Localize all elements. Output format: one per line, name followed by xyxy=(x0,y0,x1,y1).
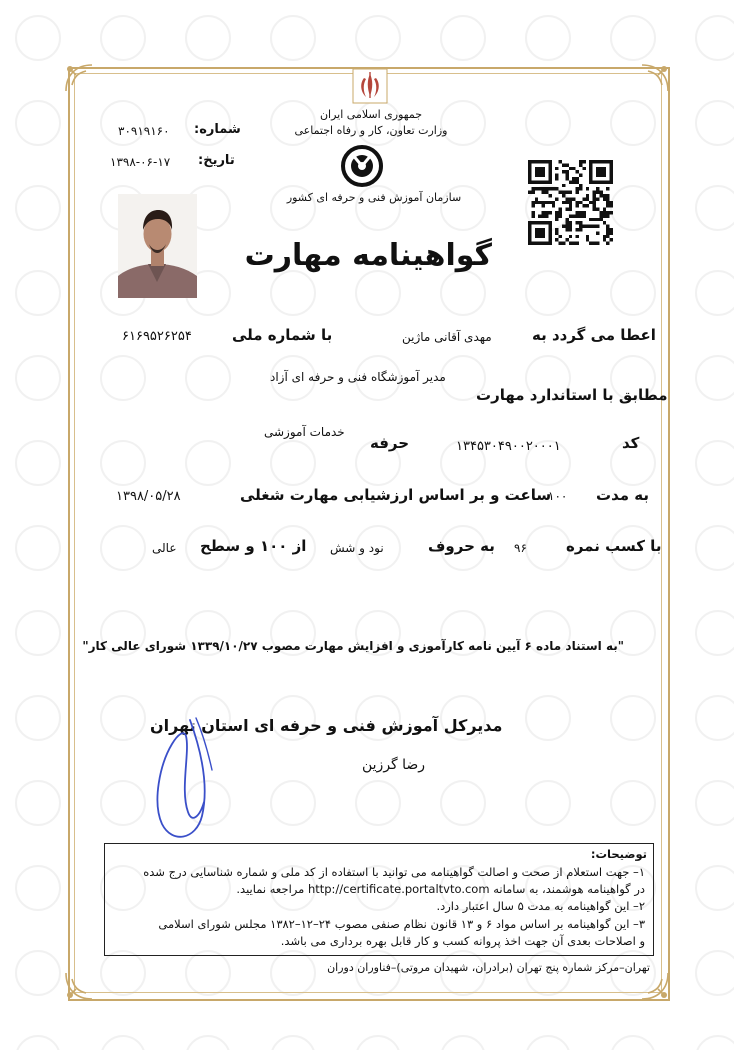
corner-ornament-bottom-left xyxy=(62,969,96,1003)
national-id-label: با شماره ملی xyxy=(232,326,333,344)
qr-module xyxy=(531,214,534,217)
qr-module xyxy=(579,201,582,204)
watermark-mark xyxy=(611,16,655,60)
qr-module xyxy=(593,204,596,207)
watermark-mark xyxy=(696,611,734,655)
qr-module xyxy=(589,225,592,228)
watermark-mark xyxy=(611,1036,655,1050)
qr-module xyxy=(562,242,565,245)
watermark-mark xyxy=(696,271,734,315)
watermark-mark xyxy=(356,16,400,60)
watermark-mark xyxy=(696,526,734,570)
qr-module xyxy=(569,235,572,238)
qr-module xyxy=(582,167,585,170)
qr-module xyxy=(579,184,582,187)
qr-module xyxy=(538,187,541,190)
national-id-value: ۶۱۶۹۵۲۶۲۵۴ xyxy=(122,329,192,344)
watermark-mark xyxy=(186,16,230,60)
qr-module xyxy=(565,163,568,166)
standard-value: مدیر آموزشگاه فنی و حرفه ای آزاد xyxy=(270,370,446,384)
country-name: جمهوری اسلامی ایران xyxy=(319,108,423,121)
qr-module xyxy=(579,174,582,177)
signatory-name: رضا گرزین xyxy=(362,757,426,773)
watermark-mark xyxy=(696,186,734,230)
qr-module xyxy=(528,191,531,194)
qr-module xyxy=(576,187,579,190)
certificate-title: گواهینامه مهارت xyxy=(244,238,492,273)
qr-module xyxy=(572,180,575,183)
qr-module xyxy=(596,187,599,190)
watermark-mark xyxy=(16,101,60,145)
watermark-mark xyxy=(696,441,734,485)
qr-module xyxy=(531,204,534,207)
qr-module xyxy=(555,211,558,214)
qr-module xyxy=(606,225,609,228)
qr-module xyxy=(610,211,613,214)
watermark-mark xyxy=(271,16,315,60)
qr-module xyxy=(555,197,558,200)
qr-module xyxy=(596,197,599,200)
qr-module xyxy=(576,235,579,238)
qr-module xyxy=(559,211,562,214)
note-line-5: و اصلاحات بعدی آن جهت اخذ پروانه کسب و کار قابل بهره برداری می باشد. xyxy=(280,934,645,948)
qr-module xyxy=(545,191,548,194)
code-label: کد xyxy=(622,434,640,452)
qr-module xyxy=(596,225,599,228)
certificate-number-value: ۳۰۹۱۹۱۶۰ xyxy=(118,124,170,138)
qr-module xyxy=(579,228,582,231)
qr-module xyxy=(576,211,579,214)
watermark-mark xyxy=(696,16,734,60)
watermark-mark xyxy=(16,866,60,910)
organization-name: سازمان آموزش فنی و حرفه ای کشور xyxy=(286,191,462,204)
note-line-2: در گواهینامه هوشمند، به سامانه http://certificate.portaltvto.com مراجعه نمایید. xyxy=(236,882,645,896)
qr-module xyxy=(562,163,565,166)
note-line-4: ۳– این گواهینامه بر اساس مواد ۶ و ۱۳ قانون نظام صنفی مصوب ۲۴–۱۲–۱۳۸۲ مجلس شورای اسلامی xyxy=(158,917,645,931)
qr-module xyxy=(565,225,568,228)
qr-module xyxy=(610,228,613,231)
qr-module xyxy=(531,211,534,214)
qr-module xyxy=(552,204,555,207)
qr-module xyxy=(606,235,609,238)
qr-module xyxy=(579,211,582,214)
signature-mark xyxy=(138,712,228,852)
qr-module xyxy=(610,201,613,204)
qr-module xyxy=(576,180,579,183)
qr-module xyxy=(569,214,572,217)
watermark-mark xyxy=(16,526,60,570)
qr-module xyxy=(593,208,596,211)
qr-finder-block xyxy=(535,228,545,238)
qr-code-icon[interactable] xyxy=(528,160,613,245)
duration-value: ۱۰۰ xyxy=(548,489,568,503)
watermark-mark xyxy=(356,1036,400,1050)
qr-module xyxy=(579,214,582,217)
qr-module xyxy=(606,214,609,217)
qr-module xyxy=(603,221,606,224)
qr-module xyxy=(586,197,589,200)
footer-address: تهران–مرکز شماره پنج تهران (برادران، شهیدان مروتی)–فناوران دوران xyxy=(327,961,650,974)
qr-module xyxy=(548,194,551,197)
qr-module xyxy=(582,211,585,214)
issue-date-label: تاریخ: xyxy=(198,153,235,168)
holder-photo xyxy=(118,194,197,298)
hours-assessment-label: ساعت و بر اساس ارزشیابی مهارت شغلی xyxy=(240,486,552,504)
qr-module xyxy=(579,163,582,166)
qr-module xyxy=(569,208,572,211)
qr-module xyxy=(559,242,562,245)
qr-module xyxy=(599,191,602,194)
qr-module xyxy=(552,187,555,190)
qr-module xyxy=(542,211,545,214)
qr-module xyxy=(562,225,565,228)
assessment-date: ۱۳۹۸/۰۵/۲۸ xyxy=(116,489,181,504)
granted-to-label: اعطا می گردد به xyxy=(532,326,656,344)
qr-module xyxy=(548,201,551,204)
qr-module xyxy=(569,242,572,245)
qr-module xyxy=(576,177,579,180)
qr-module xyxy=(542,204,545,207)
qr-module xyxy=(569,204,572,207)
qr-module xyxy=(542,187,545,190)
score-label: با کسب نمره xyxy=(566,537,662,555)
qr-module xyxy=(603,235,606,238)
qr-module xyxy=(606,204,609,207)
certificate-number-label: شماره: xyxy=(194,122,241,137)
qr-module xyxy=(555,231,558,234)
qr-module xyxy=(555,187,558,190)
qr-module xyxy=(603,208,606,211)
qr-module xyxy=(542,201,545,204)
qr-module xyxy=(586,238,589,241)
qr-module xyxy=(572,167,575,170)
qr-module xyxy=(576,204,579,207)
qr-module xyxy=(555,218,558,221)
note-line-3: ۲– این گواهینامه به مدت ۵ سال اعتبار دارد. xyxy=(436,899,645,913)
qr-module xyxy=(603,238,606,241)
watermark-mark xyxy=(16,781,60,825)
qr-module xyxy=(593,225,596,228)
qr-module xyxy=(569,197,572,200)
watermark-mark xyxy=(186,1036,230,1050)
qr-module xyxy=(555,174,558,177)
watermark-mark xyxy=(441,1036,485,1050)
qr-module xyxy=(589,218,592,221)
qr-module xyxy=(572,197,575,200)
qr-module xyxy=(555,177,558,180)
qr-module xyxy=(569,180,572,183)
qr-module xyxy=(565,177,568,180)
qr-module xyxy=(548,187,551,190)
qr-module xyxy=(606,194,609,197)
qr-module xyxy=(565,170,568,173)
qr-module xyxy=(535,197,538,200)
qr-module xyxy=(576,221,579,224)
qr-module xyxy=(565,228,568,231)
watermark-mark xyxy=(696,696,734,740)
level-label: از ۱۰۰ و سطح xyxy=(200,537,307,555)
watermark-mark xyxy=(441,16,485,60)
qr-module xyxy=(579,225,582,228)
qr-module xyxy=(559,160,562,163)
tvto-logo-icon xyxy=(340,144,384,188)
qr-module xyxy=(603,211,606,214)
watermark-mark xyxy=(16,951,60,995)
qr-module xyxy=(569,221,572,224)
qr-module xyxy=(586,204,589,207)
qr-module xyxy=(586,194,589,197)
qr-module xyxy=(531,191,534,194)
qr-module xyxy=(586,225,589,228)
qr-module xyxy=(579,187,582,190)
qr-module xyxy=(606,231,609,234)
qr-module xyxy=(610,238,613,241)
qr-module xyxy=(606,187,609,190)
qr-module xyxy=(582,225,585,228)
qr-module xyxy=(538,214,541,217)
qr-module xyxy=(606,201,609,204)
notes-heading: توضیحات: xyxy=(590,847,647,861)
qr-module xyxy=(569,225,572,228)
legal-basis-statement: "به استناد ماده ۶ آیین نامه کارآموزی و افزایش مهارت مصوب ۱۳۳۹/۱۰/۲۷ شورای عالی کار" xyxy=(82,639,624,653)
score-letters-label: به حروف xyxy=(428,537,495,555)
watermark-mark xyxy=(16,611,60,655)
notes-box xyxy=(104,843,654,956)
qr-module xyxy=(586,187,589,190)
qr-module xyxy=(576,191,579,194)
qr-module xyxy=(593,191,596,194)
qr-module xyxy=(555,228,558,231)
qr-module xyxy=(576,201,579,204)
qr-module xyxy=(576,228,579,231)
code-value: ۱۳۴۵۳۰۴۹۰۰۲۰۰۰۱ xyxy=(456,439,561,454)
watermark-mark xyxy=(101,1036,145,1050)
watermark-mark xyxy=(526,1036,570,1050)
qr-module xyxy=(545,211,548,214)
qr-module xyxy=(559,235,562,238)
qr-module xyxy=(545,187,548,190)
qr-module xyxy=(535,187,538,190)
watermark-mark xyxy=(16,356,60,400)
iran-emblem-icon xyxy=(350,66,390,106)
score-letters-value: نود و شش xyxy=(330,541,384,555)
qr-module xyxy=(606,211,609,214)
issue-date-value: ۱۳۹۸-۰۶-۱۷ xyxy=(110,155,171,169)
qr-module xyxy=(548,211,551,214)
qr-module xyxy=(599,214,602,217)
corner-ornament-bottom-right xyxy=(638,969,672,1003)
qr-module xyxy=(531,201,534,204)
watermark-mark xyxy=(16,16,60,60)
watermark-mark xyxy=(16,271,60,315)
qr-module xyxy=(582,214,585,217)
watermark-mark xyxy=(271,1036,315,1050)
qr-finder-block xyxy=(596,167,606,177)
watermark-mark xyxy=(16,1036,60,1050)
qr-module xyxy=(596,208,599,211)
qr-module xyxy=(542,191,545,194)
qr-module xyxy=(582,204,585,207)
qr-module xyxy=(593,197,596,200)
watermark-mark xyxy=(16,441,60,485)
qr-module xyxy=(565,238,568,241)
qr-module xyxy=(596,218,599,221)
qr-module xyxy=(606,197,609,200)
qr-module xyxy=(562,191,565,194)
qr-module xyxy=(555,167,558,170)
qr-module xyxy=(562,184,565,187)
qr-module xyxy=(562,194,565,197)
watermark-mark xyxy=(16,696,60,740)
profession-value: خدمات آموزشی xyxy=(264,425,345,439)
qr-module xyxy=(596,231,599,234)
qr-module xyxy=(599,194,602,197)
qr-finder-block xyxy=(535,167,545,177)
holder-name: مهدی آقانی ماژین xyxy=(402,330,492,344)
qr-module xyxy=(562,170,565,173)
qr-module xyxy=(599,211,602,214)
qr-module xyxy=(582,160,585,163)
qr-module xyxy=(576,170,579,173)
watermark-mark xyxy=(696,951,734,995)
qr-module xyxy=(538,201,541,204)
watermark-mark xyxy=(526,16,570,60)
qr-module xyxy=(572,177,575,180)
note-line-1: ۱– جهت استعلام از صحت و اصالت گواهینامه می توانید با استفاده از کد ملی و شماره شناسایی درج شده xyxy=(143,865,645,879)
qr-module xyxy=(589,242,592,245)
ministry-name: وزارت تعاون، کار و رفاه اجتماعی xyxy=(294,124,448,137)
qr-module xyxy=(559,208,562,211)
qr-module xyxy=(569,191,572,194)
qr-module xyxy=(599,218,602,221)
qr-module xyxy=(565,218,568,221)
corner-ornament-top-left xyxy=(62,61,96,95)
qr-module xyxy=(606,242,609,245)
qr-module xyxy=(542,214,545,217)
qr-module xyxy=(586,235,589,238)
corner-ornament-top-right xyxy=(638,61,672,95)
duration-label: به مدت xyxy=(596,486,649,504)
qr-module xyxy=(565,221,568,224)
watermark-mark xyxy=(696,781,734,825)
qr-module xyxy=(603,194,606,197)
qr-module xyxy=(545,201,548,204)
qr-module xyxy=(552,201,555,204)
qr-module xyxy=(531,187,534,190)
profession-label: حرفه xyxy=(370,434,410,452)
qr-module xyxy=(603,197,606,200)
qr-module xyxy=(569,167,572,170)
watermark-mark xyxy=(696,866,734,910)
qr-module xyxy=(572,214,575,217)
qr-module xyxy=(572,242,575,245)
watermark-mark xyxy=(696,356,734,400)
qr-module xyxy=(569,201,572,204)
qr-module xyxy=(559,214,562,217)
qr-module xyxy=(596,191,599,194)
qr-module xyxy=(593,218,596,221)
qr-module xyxy=(562,201,565,204)
signatory-title: مدیرکل آموزش فنی و حرفه ای استان تهران xyxy=(150,716,503,735)
qr-module xyxy=(596,242,599,245)
qr-module xyxy=(535,201,538,204)
qr-module xyxy=(589,201,592,204)
qr-module xyxy=(606,228,609,231)
qr-module xyxy=(576,214,579,217)
standard-label: مطابق با استاندارد مهارت xyxy=(476,386,668,404)
qr-module xyxy=(582,197,585,200)
watermark-mark xyxy=(696,1036,734,1050)
qr-module xyxy=(603,214,606,217)
qr-module xyxy=(569,228,572,231)
score-value: ۹۶ xyxy=(514,541,527,555)
watermark-mark xyxy=(16,186,60,230)
qr-module xyxy=(593,201,596,204)
qr-module xyxy=(545,214,548,217)
level-value: عالی xyxy=(152,541,177,555)
qr-module xyxy=(565,201,568,204)
qr-module xyxy=(555,238,558,241)
qr-module xyxy=(610,204,613,207)
qr-module xyxy=(579,221,582,224)
qr-module xyxy=(579,160,582,163)
qr-module xyxy=(555,214,558,217)
qr-module xyxy=(610,231,613,234)
qr-module xyxy=(565,191,568,194)
qr-module xyxy=(565,197,568,200)
qr-module xyxy=(576,242,579,245)
qr-module xyxy=(565,174,568,177)
qr-module xyxy=(593,194,596,197)
qr-module xyxy=(593,242,596,245)
watermark-mark xyxy=(696,101,734,145)
watermark-mark xyxy=(101,16,145,60)
qr-module xyxy=(559,191,562,194)
qr-module xyxy=(565,208,568,211)
